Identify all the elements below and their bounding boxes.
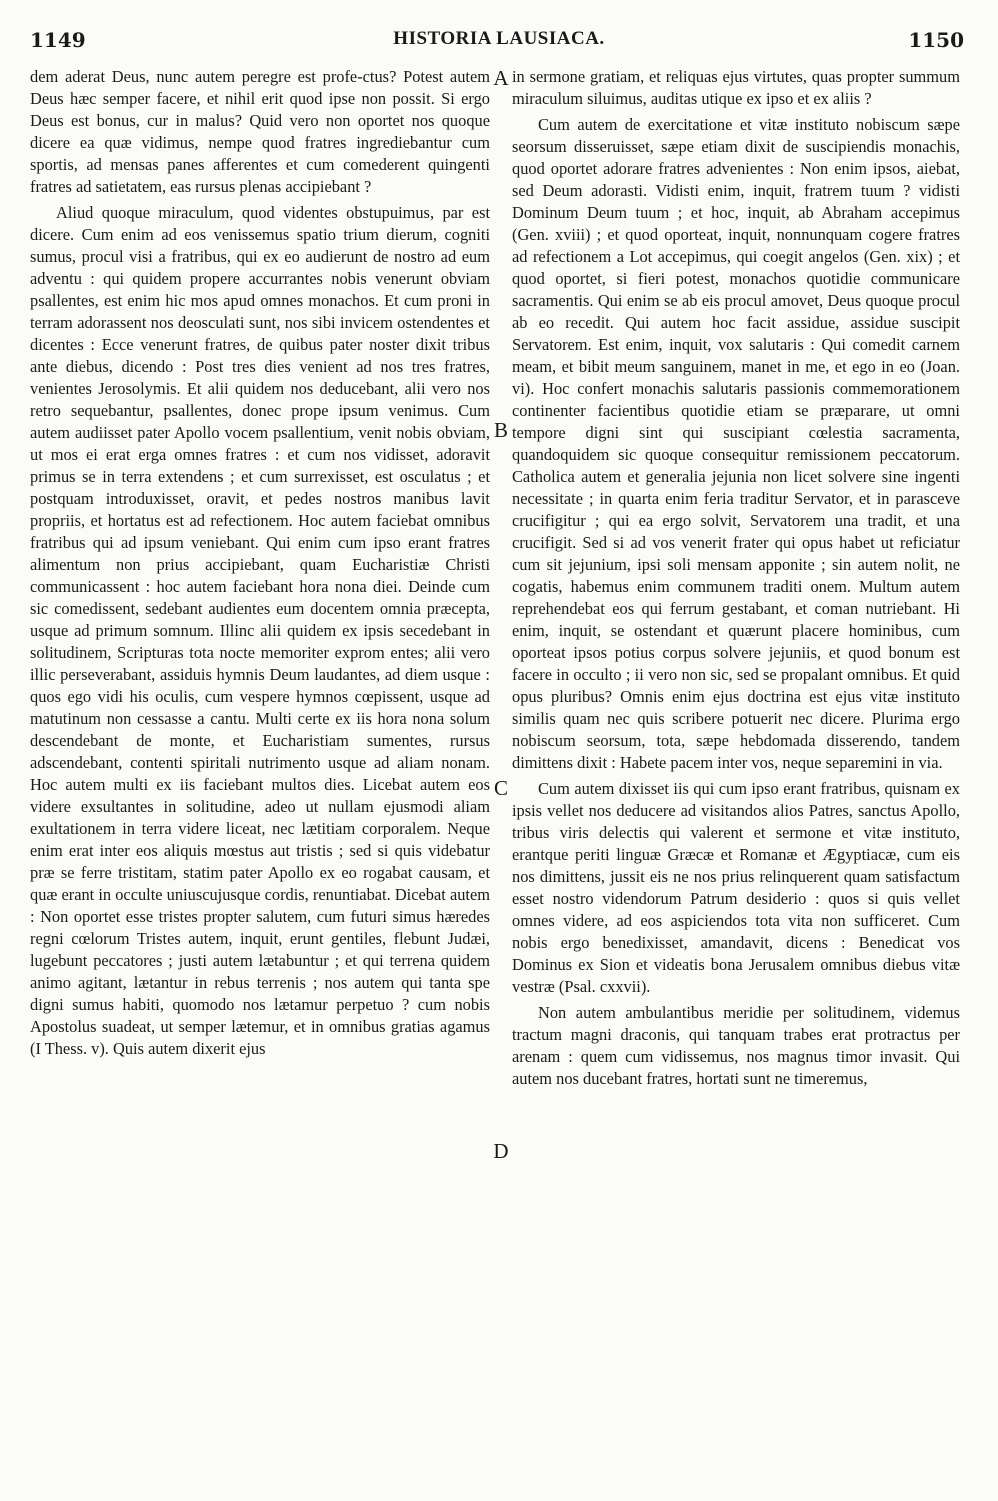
right-column	[512, 66, 960, 1090]
section-marker-d: D	[493, 1139, 509, 1163]
page-number-left: 1149	[30, 28, 86, 52]
section-marker-b: B	[493, 418, 508, 442]
page-header	[22, 28, 976, 60]
right-paragraph-3: Cum autem dixisset iis qui cum ipso erant fratribus, quisnam ex ipsis vellet nos deducere ad visitandos alios Patres, sanctus Apollo, tribus viris delectis qui valerent et sermone et vitæ instituto, erantque periti linguæ Græcæ et Romanæ et Ægyptiacæ, cum eis nos dimittens, jussit eis ne nos prius relinquerent quam satisfactum esset nostro videndorum Patrum desiderio : quos si quis vellet omnes videre, ad eos aspiciendos tota vita non sufficeret. Cum nobis ergo benedixisset, amandavit, dicens : Benedicat vos Dominus ex Sion et videatis bona Jerusalem omnibus diebus vitæ vestræ (Psal. cxxvii).	[512, 779, 960, 996]
left-column	[30, 66, 490, 1060]
right-paragraph-2: Cum autem de exercitatione et vitæ instituto nobiscum sæpe seorsum disseruisset, sæpe etiam dixit de suscipiendis monachis, quod oportet adorare fratres advenientes : Non enim ipsos, aiebat, sed Deum adorasti. Vidisti enim, inquit, fratrem tuum ? vidisti Dominum Deum tuum ; et hoc, inquit, ab Abraham accepimus (Gen. xviii) ; et quod oporteat, inquit, nonnunquam cogere fratres ad refectionem a Lot accepimus, qui coegit angelos (Gen. xix) ; et quod oportet, si fieri potest, monachos quotidie communicare sacramentis. Qui enim se ab eis procul amovet, Deus quoque procul ab eo recedit. Qui autem hoc facit assidue, assidue suscipit Servatorem. Est enim, inquit, vox salutaris : Qui comedit carnem meam, et bibit meum sanguinem, manet in me, et ego in eo (Joan. vi). Hoc confert monachis salutaris passionis commemorationem continenter facientibus quotidie etiam se præparare, ut omni tempore digni sint qui suscipiant cœlestia sacramenta, quandoquidem sic quoque consequitur remissionem peccatorum. Catholica autem et generalia jejunia non licet solvere sine ingenti necessitate ; in quarta enim feria traditur Servator, et in parasceve crucifigitur ; qui ea ergo solvit, Servatorem una tradit, et una crucifigit. Sed si ad vos venerit frater qui opus habet ut reficiatur cum sit jejunium, ipsi soli mensam apponite ; sin autem nolit, ne cogatis, habemus enim communem traditi onem. Multum autem reprehendebat eos qui ferrum gestabant, et coman nutriebant. Hi enim, inquit, se ostendant et quærunt placere hominibus, cum oporteat ipsos potius corpus solvere jejuniis, et quod bonum est facere in occulto ; ii vero non sic, sed se propalant omnibus. Et quid opus pluribus? Omnis enim ejus doctrina est ejus vitæ instituto similis quam nec quis scribere potuerit nec dicere. Plurima ergo nobiscum seorsum, tota, sæpe hebdomada disserendo, tandem dimittens dixit : Habete pacem inter vos, neque separemini in via.	[512, 115, 960, 772]
section-marker-c: C	[493, 776, 508, 800]
left-paragraph-2: Aliud quoque miraculum, quod videntes obstupuimus, par est dicere. Cum enim ad eos venissemus spatio trium dierum, cogniti sumus, procul visi a fratribus, qui ex eo audierunt de nostro ad eum adventu : qui quidem propere accurrantes nobis venerunt obviam psallentes, est enim hic mos apud omnes monachos. Et cum proni in terram adorassent nos deosculati sunt, nos sibi invicem ostendentes et dicentes : Ecce venerunt fratres, de quibus pater noster dixit tribus ante diebus, dicendo : Post tres dies venient ad nos tres fratres, venientes Jerosolymis. Et alii quidem nos deducebant, alii vero nos retro sequebantur, psallentes, donec prope ipsum venimus. Cum autem audiisset pater Apollo vocem psallentium, venit nobis obviam, ut mos ei erat erga omnes fratres : et cum nos vidisset, adoravit primus se in terra extendens ; et cum surrexisset, est osculatus ; et postquam introduxisset, oravit, et pedes nostros manibus lavit propriis, et hortatus est ad refectionem. Hoc autem faciebat omnibus fratribus qui ad ipsum veniebant. Qui enim cum ipso erant fratres alimentum non prius accipiebant, quam Eucharistiæ Christi communicassent : hoc autem faciebant hora nona diei. Deinde cum sic comedissent, sedebant audientes eum docentem omnia præcepta, usque ad primum somnum. Illinc alii quidem ex ipsis secedebant in solitudinem, Scripturas tota nocte memoriter exprom entes; alii vero illic perseverabant, assiduis hymnis Deum laudantes, ad diem usque : quos ego vidi his oculis, cum vespere hymnos cœpissent, usque ad matutinum non cessasse a cantu. Multi certe ex iis hora nona solum descendebant de monte, et Eucharistiam sumentes, rursus adscendebant, contenti spiritali nutrimento usque ad aliam nonam. Hoc autem multi ex iis faciebant multos dies. Licebat autem eos videre exsultantes in solitudine, adeo ut nullam ejusmodi aliam exultationem in terra videre liceat, nec lætitiam corporalem. Neque enim erat inter eos aliquis mœstus aut tristis ; sed si quis videbatur præ se ferre tristitam, statim pater Apollo ex eo rogabat causam, et quæ erant in occulte uniuscujusque cordis, renuntiabat. Dicebat autem : Non oportet esse tristes propter salutem, cum futuri simus hæredes regni cœlorum Tristes autem, inquit, erunt gentiles, flebunt Judæi, lugebunt peccatores ; justi autem lætabuntur ; et qui terrena quidem animo agitant, lætantur in rebus terrenis ; nos autem qui tanta spe digni sumus habiti, quomodo nos lætamur perpetuo ? cum nobis Apostolus suadeat, ut semper lætemur, et in omnibus gratias agamus (I Thess. v). Quis autem dixerit ejus	[30, 203, 490, 1058]
right-paragraph-1: in sermone gratiam, et reliquas ejus virtutes, quas propter summum miraculum siluimus, auditas utique ex ipso et ex aliis ?	[512, 67, 960, 108]
right-paragraph-4: Non autem ambulantibus meridie per solitudinem, videmus tractum magni draconis, qui tanquam trabes erat protractus per arenam : quem cum vidissemus, nos magnus timor invasit. Qui autem nos ducebant fratres, hortati sunt ne timeremus,	[512, 1003, 960, 1088]
running-title: HISTORIA LAUSIACA.	[393, 28, 605, 49]
left-paragraph-1: dem aderat Deus, nunc autem peregre est profe-ctus? Potest autem Deus hæc semper facere, et nihil erit quod ipse non possit. Si ergo Deus est bonus, cur in malus? Quid vero non oportet nos quoque dicere ea quæ vidimus, nempe quod fratres ingrediebantur cum sportis, ad mensas panes afferentes et cum comederent quingenti fratres ad satietatem, eas rursus plenas accipiebant ?	[30, 67, 490, 196]
page-number-right: 1150	[908, 28, 964, 52]
section-marker-a: A	[493, 66, 509, 90]
